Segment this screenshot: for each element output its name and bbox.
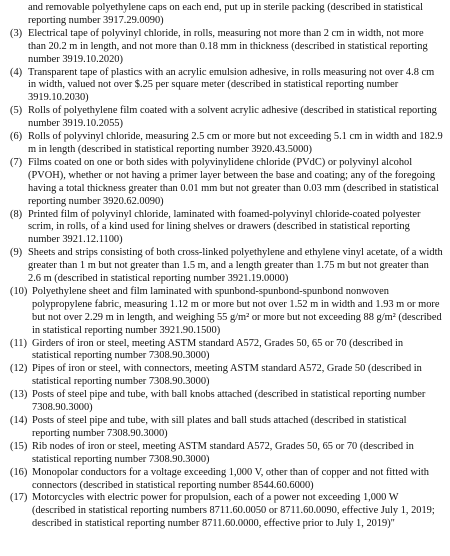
item-text: Posts of steel pipe and tube, with ball knobs attached (described in statistical reporting number 7308.90.3000) [32, 389, 426, 414]
item-number: (6) [10, 131, 23, 143]
item-text: Polyethylene sheet and film laminated with spunbond-spunbond-spunbond nonwoven polypropylene fabric, measuring 1.12 m or more but not over 1.52 m in width and 1.93 m or more but not over 2.29 m in length, and weighing 55 g/m² or more but not exceeding 88 g/m² (described in statistical reporting number 3921.90.1500) [32, 285, 442, 336]
item-number: (5) [10, 105, 23, 117]
continuation-text: and removable polyethylene caps on each end, put up in sterile packing (described in statistical reporting number 3917.29.0090) [28, 2, 424, 26]
item-text: Rolls of polyvinyl chloride, measuring 2.5 cm or more but not exceeding 5.1 cm in width and 182.9 m in length (described in statistical reporting number 3920.43.5000) [28, 131, 443, 155]
list-item-9 [10, 247, 444, 286]
item-number: (17) [10, 492, 28, 504]
list-item-15 [10, 441, 444, 467]
item-number: (3) [10, 27, 23, 39]
item-text: Motorcycles with electric power for propulsion, each of a power not exceeding 1,000 W (described in statistical reporting numbers 8711.60.0050 or 8711.60.0090, effective July 1, 2019; described in statistical reporting number 8711.60.0000, effective prior to July 1, 2019)" [32, 492, 435, 530]
item-text: Girders of iron or steel, meeting ASTM standard A572, Grades 50, 65 or 70 (described in statistical reporting number 7308.90.3000) [32, 337, 404, 362]
item-text: Pipes of iron or steel, with connectors, meeting ASTM standard A572, Grade 50 (described in statistical reporting number 7308.90.3000) [32, 363, 422, 388]
item-text: Electrical tape of polyvinyl chloride, in rolls, measuring not more than 2 cm in width, not more than 20.2 m in length, and not more than 0.18 mm in thickness (described in statistical reporting number 3919.10.2020) [28, 27, 428, 65]
item-number: (12) [10, 363, 28, 375]
item-text: Monopolar conductors for a voltage exceeding 1,000 V, other than of copper and not fitted with connectors (described in statistical reporting number 8544.60.6000) [32, 466, 429, 491]
item-number: (4) [10, 66, 23, 78]
list-item-7 [10, 157, 444, 209]
item-number: (14) [10, 415, 28, 426]
list-item-8 [10, 209, 444, 248]
item-number: (9) [10, 247, 23, 259]
item-text: Sheets and strips consisting of both cross-linked polyethylene and ethylene vinyl acetate, of a width greater than 1 m but not greater than 1.5 m, and a length greater than 1.75 m but not greater than 2.6 m (described in statistical reporting number 3921.19.0000) [28, 247, 443, 285]
list-item-17 [10, 492, 444, 531]
list-item-4 [10, 67, 444, 106]
list-item-16 [10, 467, 444, 493]
item-list [10, 2, 444, 531]
item-number: (8) [10, 208, 23, 220]
item-text: Films coated on one or both sides with polyvinylidene chloride (PVdC) or polyvinyl alcohol (PVOH), whether or not having a primer layer between the base and coating; any of the foregoing having a total thickness greater than 0.01 mm but not greater than 0.03 mm (described in statistical reporting number 3920.62.0090) [28, 156, 439, 207]
list-item-6 [10, 131, 444, 157]
list-item-10 [10, 286, 444, 338]
list-item-5 [10, 105, 444, 131]
item-text: Posts of steel pipe and tube, with sill plates and ball studs attached (described in statistical reporting number 7308.90.3000) [32, 415, 407, 439]
item-number: (16) [10, 466, 28, 478]
item-number: (7) [10, 156, 23, 168]
item-text: Printed film of polyvinyl chloride, laminated with foamed-polyvinyl chloride-coated polyester scrim, in rolls, of a kind used for lining shelves or drawers (described in statistical reporting number 3921.12.1100) [28, 208, 421, 246]
item-number: (13) [10, 389, 28, 401]
item-number: (10) [10, 285, 28, 297]
list-item-14 [10, 415, 444, 441]
list-item-13 [10, 389, 444, 415]
item-text: Rolls of polyethylene film coated with a solvent acrylic adhesive (described in statistical reporting number 3919.10.2055) [28, 105, 437, 130]
item-number: (11) [10, 337, 27, 349]
item-text: Transparent tape of plastics with an acrylic emulsion adhesive, in rolls measuring not over 4.8 cm in width, valued not over $.25 per square meter (described in statistical reporting number 3919.10.2030) [28, 66, 435, 104]
item-number: (15) [10, 440, 28, 452]
item-text: Rib nodes of iron or steel, meeting ASTM standard A572, Grades 50, 65 or 70 (described in statistical reporting number 7308.90.3000) [32, 440, 414, 465]
list-item-11 [10, 338, 444, 364]
list-item-12 [10, 363, 444, 389]
list-item-3 [10, 28, 444, 67]
